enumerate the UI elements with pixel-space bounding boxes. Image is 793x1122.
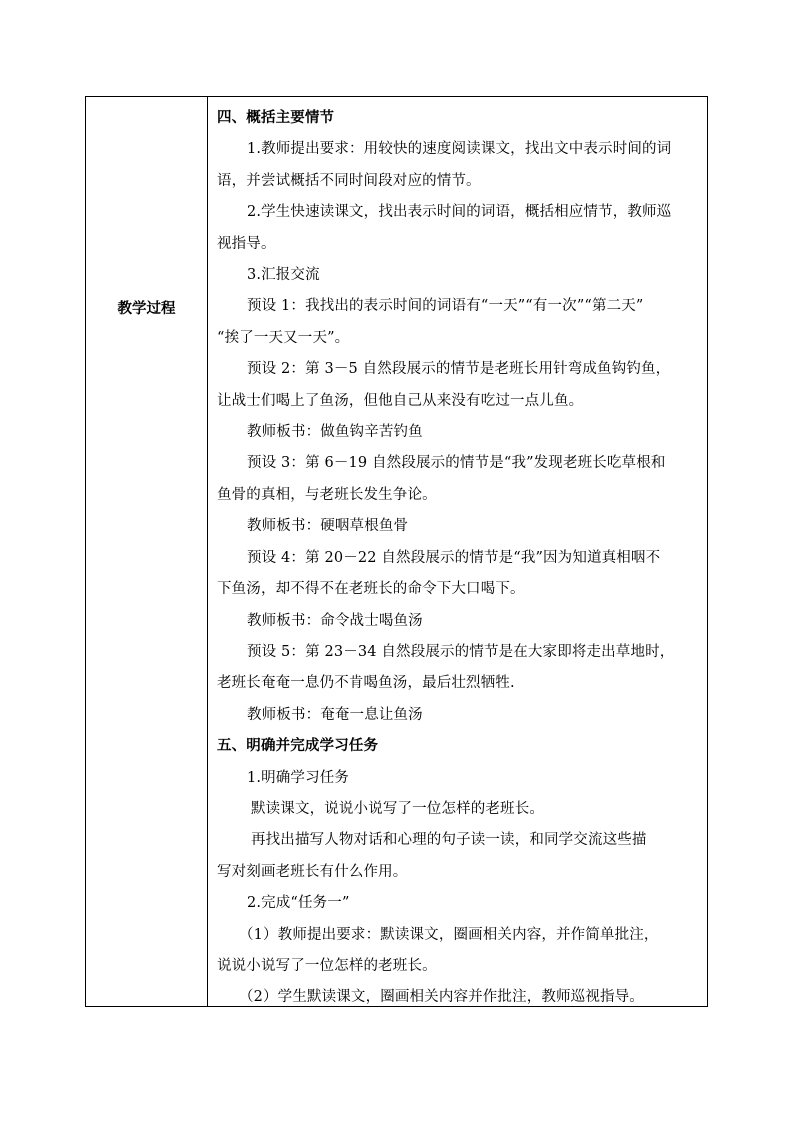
text-line: 下鱼汤，却不得不在老班长的命令下大口喝下。 bbox=[217, 581, 525, 598]
text-line: 教师板书：命令战士喝鱼汤 bbox=[247, 612, 423, 629]
text-line: 说说小说写了一位怎样的老班长。 bbox=[217, 957, 437, 974]
text-line: 3.汇报交流 bbox=[247, 267, 320, 284]
text-line: 语，并尝试概括不同时间段对应的情节。 bbox=[217, 172, 481, 189]
row-label: 教学过程 bbox=[117, 301, 176, 317]
lesson-plan-table bbox=[85, 96, 708, 1007]
text-line: 教师板书：硬咽草根鱼骨 bbox=[247, 518, 409, 535]
text-line: 教师板书：做鱼钩辛苦钓鱼 bbox=[247, 424, 423, 441]
text-line: 1.教师提出要求：用较快的速度阅读课文，找出文中表示时间的词 bbox=[247, 141, 672, 158]
text-line: （2）学生默读课文，圈画相关内容并作批注，教师巡视指导。 bbox=[239, 989, 644, 1006]
text-line: 预设 2：第 3－5 自然段展示的情节是老班长用针弯成鱼钩钓鱼， bbox=[247, 361, 671, 378]
text-line: 2.完成“任务一” bbox=[247, 895, 350, 912]
text-line: 鱼骨的真相，与老班长发生争论。 bbox=[217, 486, 437, 503]
row-label-cell bbox=[86, 97, 208, 1006]
text-line: 2.学生快速读课文，找出表示时间的词语，概括相应情节，教师巡 bbox=[247, 204, 672, 221]
text-line: 预设 1：我找出的表示时间的词语有“一天”“有一次”“第二天” bbox=[247, 298, 644, 315]
text-line: 让战士们喝上了鱼汤，但他自己从来没有吃过一点儿鱼。 bbox=[217, 392, 584, 409]
text-line: 默读课文，说说小说写了一位怎样的老班长。 bbox=[251, 800, 544, 817]
content-cell bbox=[208, 97, 707, 1006]
text-line: 视指导。 bbox=[217, 235, 276, 252]
text-line: 1.明确学习任务 bbox=[247, 769, 350, 786]
text-line: 预设 4：第 20－22 自然段展示的情节是“我”因为知道真相咽不 bbox=[247, 549, 661, 566]
section-heading: 五、明确并完成学习任务 bbox=[217, 738, 379, 755]
text-line: （1）教师提出要求：默读课文，圈画相关内容，并作简单批注， bbox=[239, 926, 659, 943]
text-line: 预设 5：第 23－34 自然段展示的情节是在大家即将走出草地时， bbox=[247, 643, 675, 660]
text-line: 老班长奄奄一息仍不肯喝鱼汤，最后壮烈牺牲. bbox=[217, 675, 515, 692]
section-heading: 四、概括主要情节 bbox=[217, 110, 335, 126]
text-line: 再找出描写人物对话和心理的句子读一读，和同学交流这些描 bbox=[251, 832, 647, 849]
text-line: 预设 3：第 6－19 自然段展示的情节是“我”发现老班长吃草根和 bbox=[247, 455, 666, 472]
text-line: 写对刻画老班长有什么作用。 bbox=[217, 863, 408, 880]
text-line: “挨了一天又一天”。 bbox=[217, 329, 350, 346]
text-line: 教师板书：奄奄一息让鱼汤 bbox=[247, 706, 423, 723]
